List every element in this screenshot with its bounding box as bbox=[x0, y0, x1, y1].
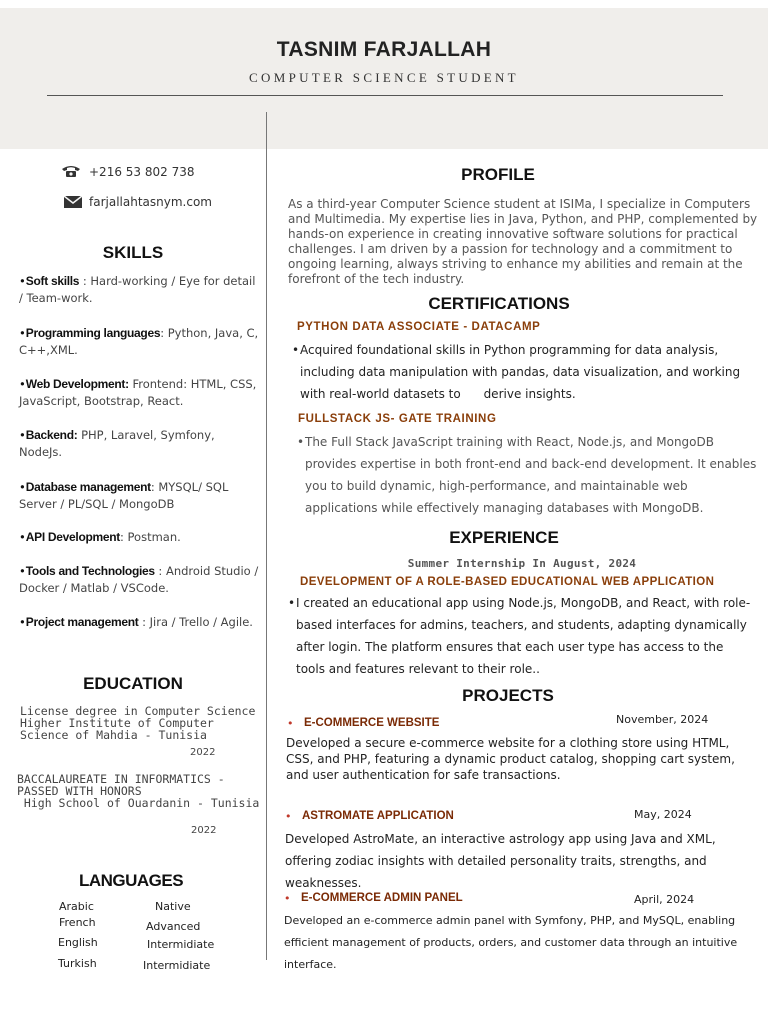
certification-text: Acquired foundational skills in Python programming for data analysis, including data manipulation with pandas, data visualization, and working with real-world datasets to derive insights. bbox=[300, 343, 744, 401]
project-description: Developed AstroMate, an interactive astrology app using Java and XML, offering zodiac insights with detailed personality traits, strengths, and weaknesses. bbox=[285, 832, 716, 890]
skills-heading: SKILLS bbox=[102, 243, 164, 262]
bullet-icon: • bbox=[287, 717, 294, 730]
email-address[interactable]: farjallahtasnym.com bbox=[89, 195, 212, 209]
skill-item: •Web Development: Frontend: HTML, CSS, JavaScript, Bootstrap, React. bbox=[19, 377, 257, 408]
project-title: E-COMMERCE WEBSITE bbox=[304, 717, 440, 729]
certification-text: The Full Stack JavaScript training with React, Node.js, and MongoDB provides expertise in both front-end and back-end development. It enables you to build dynamic, high-performance, and maintainable web applications while effectively managing databases with MongoDB. bbox=[305, 435, 757, 515]
education-school: Science of Mahdia - Tunisia bbox=[20, 728, 207, 742]
experience-heading: EXPERIENCE bbox=[449, 528, 559, 547]
education-school: High School of Ouardanin - Tunisia bbox=[17, 796, 260, 810]
envelope-icon bbox=[64, 196, 82, 208]
skill-item: •Soft skills : Hard-working / Eye for detail / Team-work. bbox=[19, 274, 256, 305]
language-level: Intermidiate bbox=[143, 959, 211, 972]
experience-text: I created an educational app using Node.js, MongoDB, and React, with role-based interfaces for admins, teachers, and students, adapting dynamically after login. The platform ensures that each user type has access to the tools and features relevant to their role.. bbox=[296, 596, 751, 676]
bullet-icon: • bbox=[285, 810, 292, 823]
header-divider bbox=[47, 95, 723, 96]
phone-icon bbox=[61, 165, 81, 178]
education-degree: PASSED WITH HONORS bbox=[17, 784, 142, 798]
skill-item: •Database management: MYSQL/ SQL Server / PL/SQL / MongoDB bbox=[19, 480, 229, 511]
certification-item: • The Full Stack JavaScript training with React, Node.js, and MongoDB provides expertise in both front-end and back-end development. It enables you to build dynamic, high-performance, and maintainable web applications while effectively managing databases with MongoDB. bbox=[297, 431, 757, 519]
project-description: Developed an e-commerce admin panel with Symfony, PHP, and MySQL, enabling efficient management of products, orders, and customer data through an intuitive interface. bbox=[284, 914, 738, 971]
skill-item: •Tools and Technologies : Android Studio / Docker / Matlab / VSCode. bbox=[19, 564, 259, 595]
skill-item: •Project management : Jira / Trello / Agile. bbox=[19, 615, 253, 629]
language-level: Advanced bbox=[146, 920, 201, 933]
candidate-role: COMPUTER SCIENCE STUDENT bbox=[249, 70, 519, 85]
project-date: April, 2024 bbox=[634, 893, 695, 906]
skill-item: •Programming languages: Python, Java, C, C++,XML. bbox=[19, 326, 259, 357]
project-date: November, 2024 bbox=[616, 713, 709, 726]
skill-item: •API Development: Postman. bbox=[19, 530, 181, 544]
education-entry bbox=[20, 705, 255, 741]
bullet-icon: • bbox=[284, 892, 291, 905]
language-name: Arabic bbox=[59, 900, 94, 913]
education-heading: EDUCATION bbox=[83, 674, 183, 693]
certification-title: PYTHON DATA ASSOCIATE - DATACAMP bbox=[297, 321, 541, 333]
education-year: 2022 bbox=[190, 747, 216, 758]
certification-title: FULLSTACK JS- GATE TRAINING bbox=[298, 413, 497, 425]
profile-heading: PROFILE bbox=[461, 165, 535, 184]
language-name: English bbox=[58, 936, 98, 949]
project-description: Developed a secure e-commerce website for a clothing store using HTML, CSS, and PHP, featuring a dynamic product catalog, shopping cart system, and user authentication for safe transactions. bbox=[286, 736, 735, 782]
project-title: ASTROMATE APPLICATION bbox=[302, 810, 454, 822]
language-level: Intermidiate bbox=[147, 938, 215, 951]
language-name: French bbox=[59, 916, 96, 929]
education-degree: BACCALAUREATE IN INFORMATICS - bbox=[17, 772, 225, 786]
languages-heading: LANGUAGES bbox=[78, 871, 184, 890]
language-name: Turkish bbox=[58, 957, 97, 970]
certifications-heading: CERTIFICATIONS bbox=[428, 294, 570, 313]
candidate-name: TASNIM FARJALLAH bbox=[276, 38, 492, 61]
language-level: Native bbox=[155, 900, 191, 913]
skill-item: •Backend: PHP, Laravel, Symfony, NodeJs. bbox=[19, 428, 215, 459]
education-entry bbox=[17, 773, 259, 809]
education-degree: License degree in Computer Science bbox=[20, 704, 256, 718]
education-school: Higher Institute of Computer bbox=[20, 716, 214, 730]
projects-heading: PROJECTS bbox=[462, 686, 554, 705]
phone-number[interactable]: +216 53 802 738 bbox=[89, 165, 195, 179]
education-year: 2022 bbox=[191, 825, 217, 836]
experience-role: DEVELOPMENT OF A ROLE-BASED EDUCATIONAL WEB APPLICATION bbox=[300, 576, 715, 588]
experience-item: • I created an educational app using Node.js, MongoDB, and React, with role-based interfaces for admins, teachers, and students, adapting dynamically after login. The platform ensures that each user type has access to the tools and features relevant to their role.. bbox=[288, 592, 754, 680]
profile-text: As a third-year Computer Science student at ISIMa, I specialize in Computers and Multimedia. My expertise lies in Java, Python, and PHP, complemented by hands-on experience in creating innovative software solutions for practical challenges. I am driven by a passion for technology and a commitment to ongoing learning, always striving to enhance my abilities and remain at the forefront of the tech industry. bbox=[288, 197, 758, 286]
project-title: E-COMMERCE ADMIN PANEL bbox=[301, 892, 463, 904]
project-date: May, 2024 bbox=[634, 808, 692, 821]
experience-date: Summer Internship In August, 2024 bbox=[407, 557, 637, 570]
certification-item: • Acquired foundational skills in Python programming for data analysis, including data manipulation with pandas, data visualization, and working with real-world datasets to derive insights. bbox=[292, 339, 756, 405]
